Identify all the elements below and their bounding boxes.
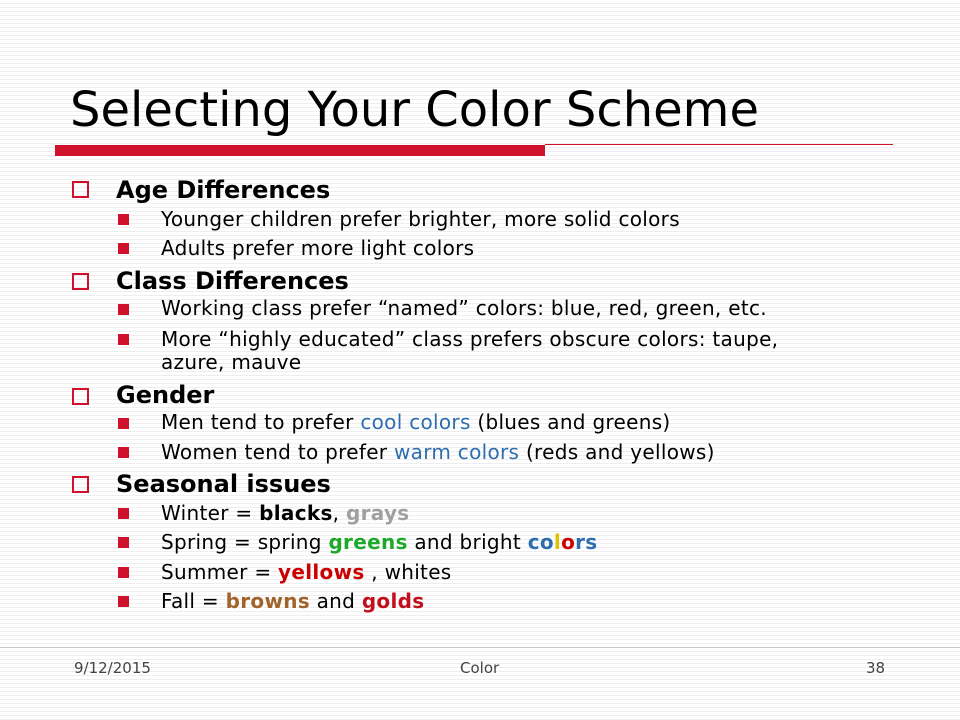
footer-title: Color <box>460 659 500 677</box>
square-filled-icon <box>118 243 129 254</box>
highlight-yellows: yellows <box>278 560 365 584</box>
bullet-item <box>161 561 452 583</box>
highlight-warm-colors: warm colors <box>393 440 520 464</box>
text-run: Summer = <box>161 560 279 584</box>
topic-seasonal-issues: Seasonal issues <box>116 470 331 498</box>
text-run: and <box>309 589 362 613</box>
bullet-item: More “highly educated” class prefers obscure colors: taupe, <box>161 327 779 351</box>
square-filled-icon <box>118 596 129 607</box>
text-run: (blues and greens) <box>470 410 671 434</box>
text-run: (reds and yellows) <box>519 440 715 464</box>
topic-age-differences: Age Differences <box>116 176 331 204</box>
bullet-item <box>161 441 715 463</box>
square-filled-icon <box>118 418 129 429</box>
square-filled-icon <box>118 304 129 315</box>
bullet-item: Adults prefer more light colors <box>161 236 475 260</box>
text-run: Spring = spring <box>161 530 329 554</box>
text-run: Women tend to prefer <box>161 440 394 464</box>
highlight-greens: greens <box>328 530 408 554</box>
text-run: , <box>332 501 346 525</box>
footer-date: 9/12/2015 <box>74 659 151 677</box>
slide-title: Selecting Your Color Scheme <box>70 82 759 138</box>
square-filled-icon <box>118 508 129 519</box>
bullet-item-continuation: azure, mauve <box>161 350 302 374</box>
highlight-colors-part: o <box>561 530 576 554</box>
topic-gender: Gender <box>116 381 215 409</box>
square-outline-icon <box>72 476 89 493</box>
bullet-item: Working class prefer “named” colors: blue, red, green, etc. <box>161 296 767 320</box>
bullet-item: Younger children prefer brighter, more solid colors <box>161 207 680 231</box>
square-filled-icon <box>118 567 129 578</box>
square-outline-icon <box>72 273 89 290</box>
footer-page-number: 38 <box>866 659 886 677</box>
topic-class-differences: Class Differences <box>116 267 349 295</box>
square-outline-icon <box>72 388 89 405</box>
text-run: Winter = <box>161 501 260 525</box>
bullet-item <box>161 411 671 433</box>
text-run: Fall = <box>161 589 226 613</box>
highlight-golds: golds <box>361 589 425 613</box>
highlight-colors-part: co <box>527 530 554 554</box>
bullet-item <box>161 502 410 524</box>
text-run: Men tend to prefer <box>161 410 361 434</box>
bullet-item <box>161 590 424 612</box>
highlight-cool-colors: cool colors <box>360 410 471 434</box>
highlight-colors-part: l <box>553 530 562 554</box>
footer-rule <box>0 647 960 648</box>
highlight-colors-part: rs <box>575 530 598 554</box>
text-run: and bright <box>407 530 528 554</box>
highlight-blacks: blacks <box>259 501 333 525</box>
highlight-browns: browns <box>225 589 310 613</box>
square-filled-icon <box>118 214 129 225</box>
square-filled-icon <box>118 447 129 458</box>
bullet-item <box>161 531 597 553</box>
highlight-grays: grays <box>345 501 410 525</box>
square-filled-icon <box>118 537 129 548</box>
square-filled-icon <box>118 334 129 345</box>
square-outline-icon <box>72 181 89 198</box>
text-run: , whites <box>364 560 452 584</box>
